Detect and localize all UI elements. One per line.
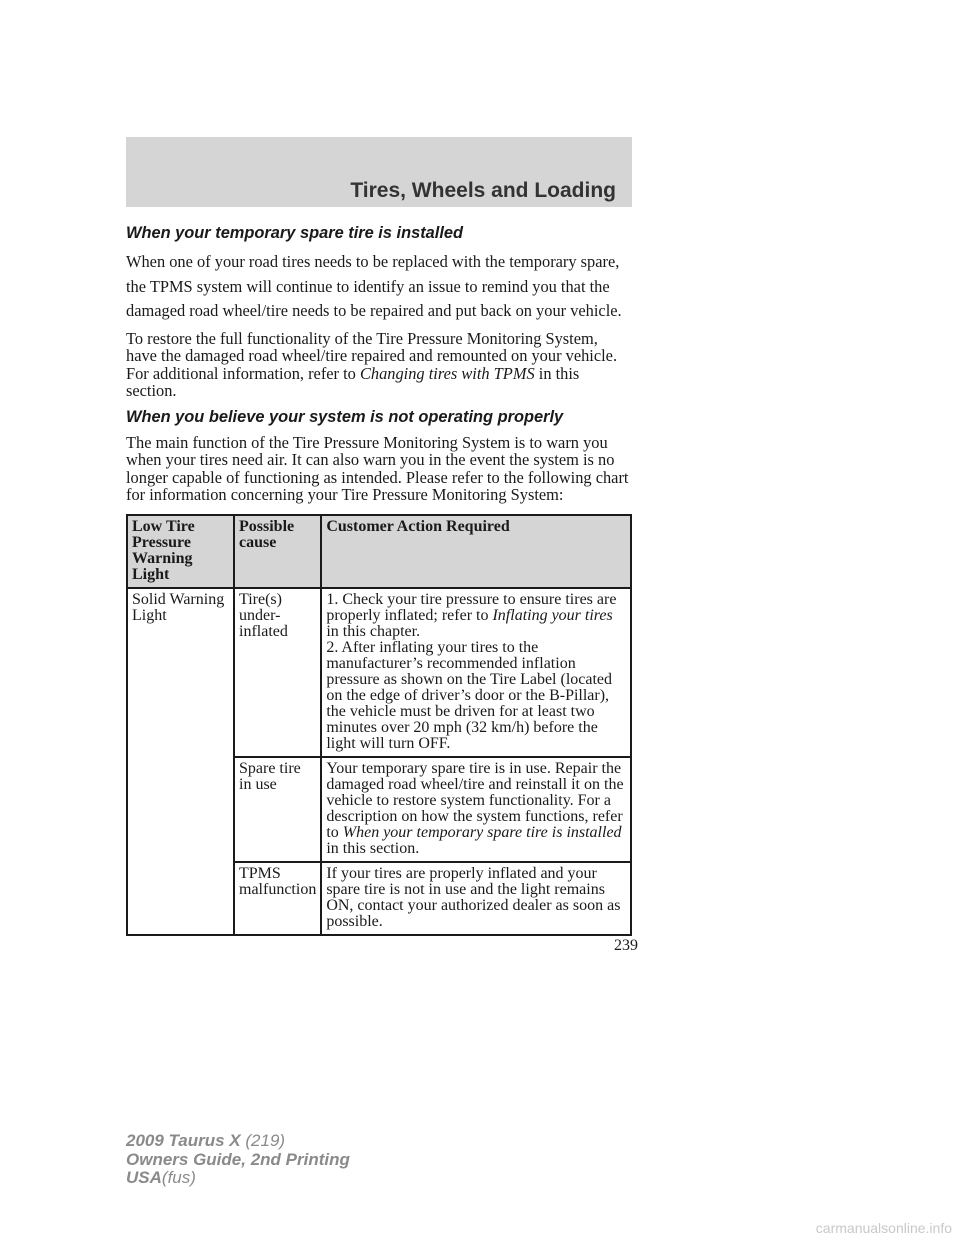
cause-cell: Spare tire in use — [234, 757, 321, 862]
table-header-row — [127, 515, 631, 588]
footer-model-code: (219) — [245, 1131, 286, 1150]
changing-tires-reference: Changing tires with TPMS — [359, 363, 535, 383]
cause-cell: TPMS malfunction — [234, 862, 321, 935]
footer-model: 2009 Taurus X — [126, 1131, 241, 1150]
action-text-end: in this section. — [326, 839, 420, 857]
spare-tire-heading: When your temporary spare tire is installed — [126, 224, 464, 242]
action-text: Your temporary spare tire is in use. Repair the damaged road wheel/tire and reinstall it on the vehicle to restore system functionality. For a description on how the system functions, refer to — [326, 759, 624, 841]
print-footer — [126, 1132, 350, 1188]
footer-guide: Owners Guide, 2nd Printing — [126, 1149, 350, 1169]
action-cell — [321, 757, 631, 862]
restore-text-end: in this section. — [126, 363, 580, 400]
spare-tire-paragraph: When one of your road tires needs to be replaced with the temporary spare, the TPMS system will continue to identify an issue to remind you that the damaged road wheel/tire needs to be repaired and put back on your vehicle. — [126, 252, 622, 320]
warning-light-cell: Solid Warning Light — [127, 588, 234, 935]
action-cell: If your tires are properly inflated and your spare tire is not in use and the light remains ON, contact your authorized dealer as soon as possible. — [321, 862, 631, 935]
action-step-2: 2. After inflating your tires to the manufacturer’s recommended inflation pressure as shown on the Tire Label (located on the edge of driver’s door or the B-Pillar), the vehicle must be driven for at least two minutes over 20 mph (32 km/h) before the light will turn OFF. — [326, 638, 613, 752]
page-content — [126, 218, 632, 936]
system-not-operating-heading: When you believe your system is not operating properly — [126, 407, 564, 426]
inflating-tires-reference: Inflating your tires — [492, 606, 613, 624]
header-warning-light: Low Tire Pressure Warning Light — [127, 515, 234, 588]
page-number: 239 — [614, 937, 638, 954]
action-text: 1. Check your tire pressure to ensure tires are properly inflated; refer to — [326, 590, 617, 624]
section-title: Tires, Wheels and Loading — [350, 179, 616, 202]
header-possible-cause: Possible cause — [234, 515, 321, 588]
restore-functionality-paragraph — [126, 330, 632, 400]
table-row — [127, 588, 631, 757]
spare-installed-reference: When your temporary spare tire is installed — [342, 823, 622, 841]
footer-market: USA — [126, 1168, 162, 1187]
tpms-troubleshooting-table — [126, 514, 632, 936]
footer-model-line — [126, 1132, 350, 1151]
system-function-paragraph: The main function of the Tire Pressure Monitoring System is to warn you when your tires need air. It can also warn you in the event the system is no longer capable of functioning as intended. Please refer to the following chart for information concerning your Tire Pressure Monitoring System: — [126, 432, 629, 504]
footer-market-line — [126, 1169, 350, 1188]
footer-market-code: (fus) — [161, 1168, 196, 1187]
section-header-band — [126, 137, 632, 207]
action-text-end: in this chapter. — [326, 622, 421, 640]
action-cell — [321, 588, 631, 757]
watermark-text: carmanualsonline.info — [815, 1220, 952, 1236]
header-customer-action: Customer Action Required — [321, 515, 631, 588]
cause-cell: Tire(s) under-inflated — [234, 588, 321, 757]
restore-text: To restore the full functionality of the Tire Pressure Monitoring System, have the damaged road wheel/tire repaired and remounted on your vehicle. For additional information, refer to — [126, 328, 618, 383]
